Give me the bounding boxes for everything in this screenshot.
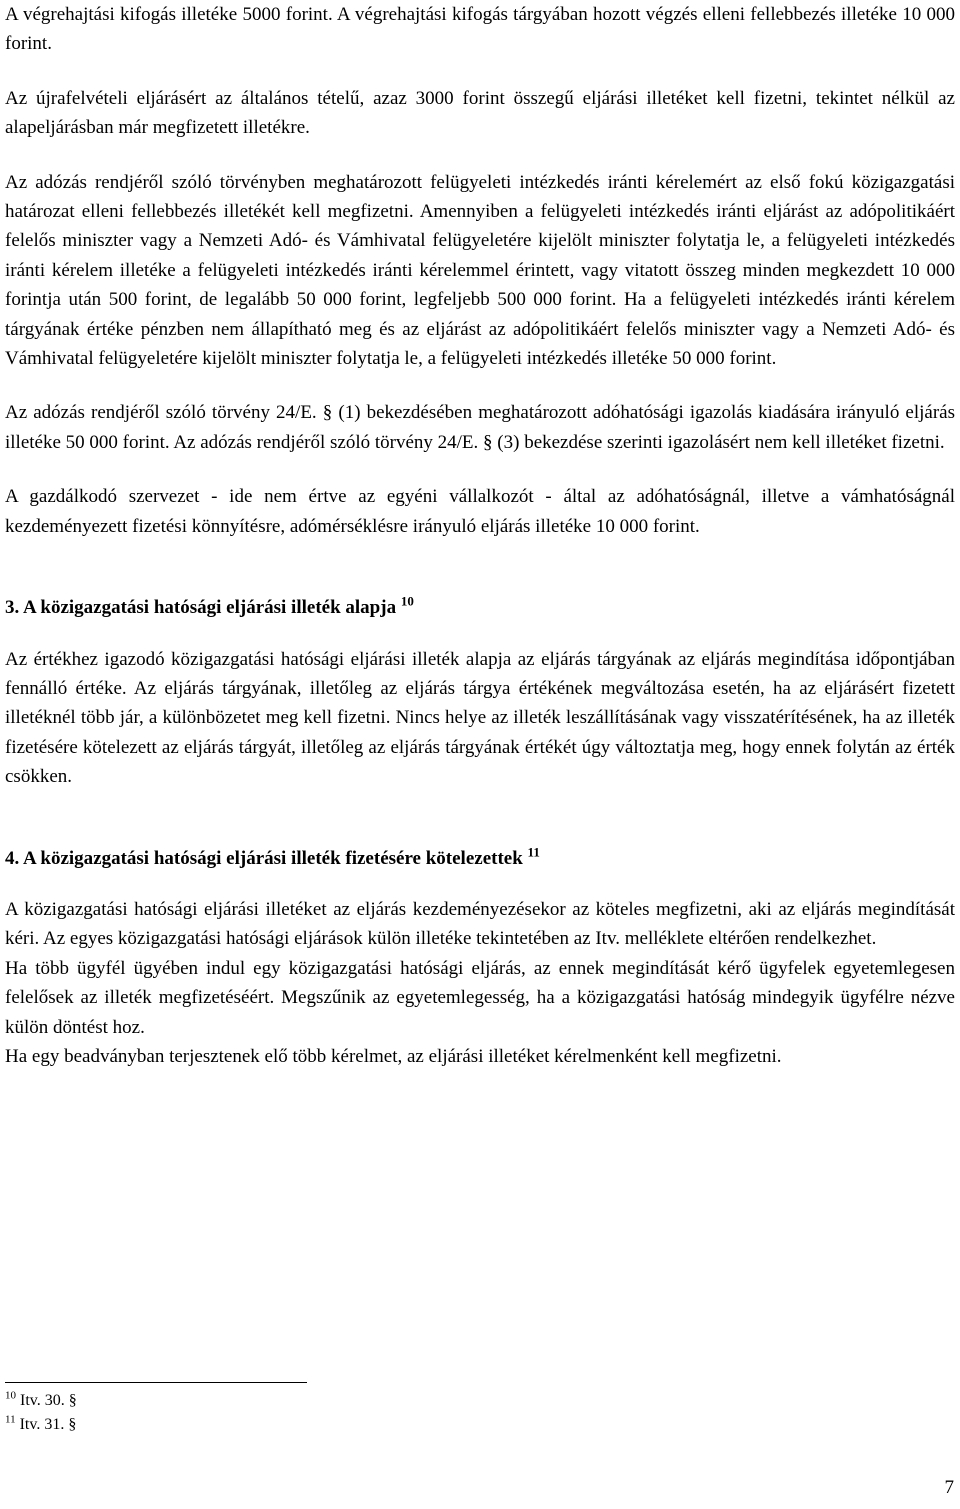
footnote-ref-11[interactable]: 11 [527,844,540,860]
paragraph-payment-relief: A gazdálkodó szervezet - ide nem értve az egyéni vállalkozót - által az adóhatóságnál, illetve a vámhatóságnál kezdeményezett fizetési könnyítésre, adómérséklésre irányuló eljárás illetéke 10 000 forint. [5,486,955,537]
section-4-paragraph-2: Ha több ügyfél ügyében indul egy közigazgatási hatósági eljárás, az ennek megindítását kérő ügyfelek egyetemlegesen felelősek az illeték megfizetéséért. Megszűnik az egyetemlegesség, ha a közigazgatási hatóság mindegyik ügyfélre nézve külön döntést hoz. [5,957,955,1038]
section-4-paragraph-3: Ha egy beadványban terjesztenek elő több kérelmet, az eljárási illetéket kérelmenként kell megfizetni. [5,1045,782,1067]
section-4-title: 4. A közigazgatási hatósági eljárási illeték fizetésére kötelezettek [5,847,523,869]
footnotes [5,1389,77,1437]
paragraph-supervisory-measure: Az adózás rendjéről szóló törvényben meghatározott felügyeleti intézkedés iránti kérelemért az első fokú közigazgatási határozat elleni fellebbezés illetékét kell megfizetni. Amennyiben a felügyeleti intézkedés iránti eljárást az adópolitikáért felelős miniszter vagy a Nemzeti Adó- és Vámhivatal felügyeletére kijelölt miniszter folytatja le, a felügyeleti intézkedés iránti kérelem illetéke a felügyeleti intézkedés iránti kérelemmel érintett, vagy vitatott összeg minden megkezdett 10 000 forintja után 500 forint, de legalább 50 000 forint, legfeljebb 500 000 forint. Ha a felügyeleti intézkedés iránti kérelem tárgyának értéke pénzben nem állapítható meg és az eljárást az adópolitikáért felelős miniszter vagy a Nemzeti Adó- és Vámhivatal felügyeletére kijelölt miniszter folytatja le, a felügyeleti intézkedés illetéke 50 000 forint. [5,171,955,370]
section-3-paragraph: Az értékhez igazodó közigazgatási hatósági eljárási illeték alapja az eljárás tárgyának az eljárás megindítása időpontjában fennálló értéke. Az eljárás tárgyának, illetőleg az eljárás tárgya értékének megváltozása esetén, ha az eljárásért fizetett illetéknél több jár, a különbözetet meg kell fizetni. Nincs helye az illeték leszállításának vagy visszatérítésének, ha az illeték fizetésére kötelezett az eljárás tárgyát, illetőleg az eljárás tárgyának értékét úgy változtatja meg, hogy ennek folytán az érték csökken. [5,648,955,788]
section-4-heading [5,844,955,873]
footnote-10 [5,1389,77,1413]
footnote-text: Itv. 30. § [20,1392,77,1409]
document-page [5,0,955,1071]
footnote-ref-10[interactable]: 10 [400,593,414,609]
paragraph-tax-certificate: Az adózás rendjéről szóló törvény 24/E. § (1) bekezdésében meghatározott adóhatósági igazolás kiadására irányuló eljárás illetéke 50 000 forint. Az adózás rendjéről szóló törvény 24/E. § (3) bekezdése szerinti igazolásért nem kell illetéket fizetni. [5,402,955,453]
paragraph-enforcement-objection: A végrehajtási kifogás illetéke 5000 forint. A végrehajtási kifogás tárgyában hozott végzés elleni fellebbezés illetéke 10 000 forint. [5,4,955,55]
footnote-11 [5,1413,77,1437]
paragraph-retrial-fee: Az újrafelvételi eljárásért az általános tételű, azaz 3000 forint összegű eljárási illetéket kell fizetni, tekintet nélkül az alapeljárásban már megfizetett illetékre. [5,87,955,139]
footnote-number: 10 [5,1389,16,1402]
footnote-number: 11 [5,1413,16,1426]
section-3-heading [5,593,955,622]
page-number: 7 [944,1477,954,1498]
section-4-paragraph-1: A közigazgatási hatósági eljárási illetéket az eljárás kezdeményezésekor az köteles megfizetni, aki az eljárás megindítását kéri. Az egyes közigazgatási hatósági eljárások külön illetéke tekintetében az Itv. melléklete eltérően rendelkezhet. [5,898,955,950]
footnote-text: Itv. 31. § [19,1416,77,1433]
footnote-divider [5,1382,307,1383]
section-3-title: 3. A közigazgatási hatósági eljárási illeték alapja [5,597,397,619]
